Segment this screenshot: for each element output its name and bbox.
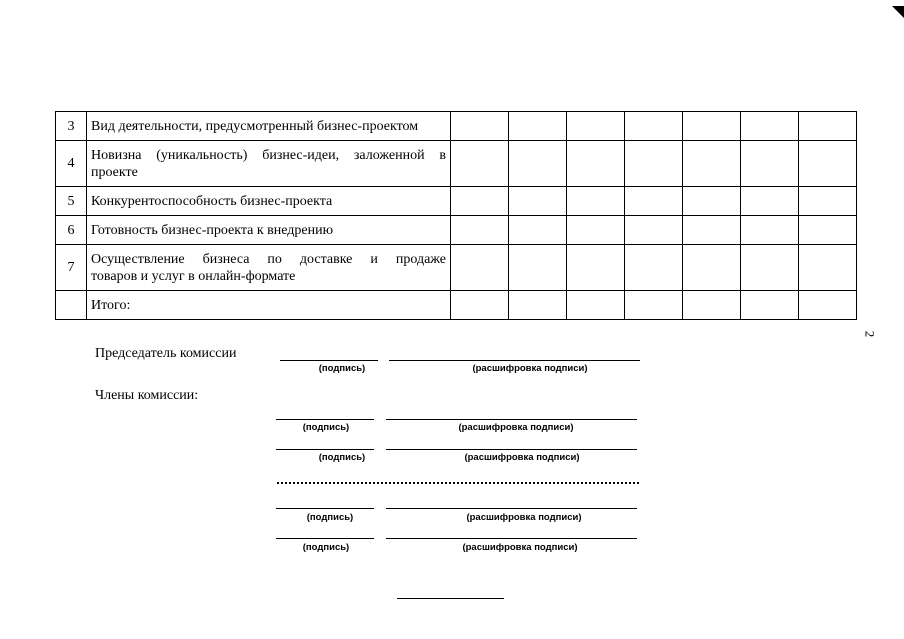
score-cell bbox=[799, 112, 857, 141]
score-cell bbox=[683, 141, 741, 187]
score-cell bbox=[625, 141, 683, 187]
signature-caption: (подпись) bbox=[306, 512, 354, 523]
score-cell bbox=[741, 141, 799, 187]
score-cell bbox=[509, 112, 567, 141]
criterion-cell bbox=[87, 245, 451, 291]
score-cell bbox=[625, 112, 683, 141]
table-row bbox=[56, 216, 857, 245]
score-cell bbox=[509, 187, 567, 216]
row-number: 7 bbox=[56, 245, 87, 291]
criterion-cell: Вид деятельности, предусмотренный бизнес-проектом bbox=[87, 112, 451, 141]
score-cell bbox=[799, 141, 857, 187]
decoding-caption: (расшифровка подписи) bbox=[472, 363, 588, 374]
score-cell bbox=[451, 112, 509, 141]
score-cell bbox=[509, 291, 567, 320]
score-cell bbox=[799, 216, 857, 245]
members-label: Члены комиссии: bbox=[95, 388, 199, 403]
table-row bbox=[56, 141, 857, 187]
signature-line bbox=[276, 508, 374, 509]
score-cell bbox=[625, 187, 683, 216]
score-cell bbox=[741, 291, 799, 320]
criterion-line: Осуществление бизнеса по доставке и продаже bbox=[91, 251, 446, 267]
signature-caption: (подпись) bbox=[318, 452, 366, 463]
decoding-line bbox=[386, 419, 637, 420]
row-number: 5 bbox=[56, 187, 87, 216]
score-cell bbox=[625, 216, 683, 245]
criterion-cell: Готовность бизнес-проекта к внедрению bbox=[87, 216, 451, 245]
decoding-caption: (расшифровка подписи) bbox=[458, 422, 574, 433]
corner-mark bbox=[892, 6, 904, 18]
signature-line bbox=[280, 360, 378, 361]
signature-caption: (подпись) bbox=[318, 363, 366, 374]
score-cell bbox=[509, 141, 567, 187]
score-cell bbox=[625, 245, 683, 291]
score-cell bbox=[567, 245, 625, 291]
decoding-line bbox=[386, 508, 637, 509]
signature-line bbox=[276, 449, 374, 450]
row-number: 4 bbox=[56, 141, 87, 187]
signature-caption: (подпись) bbox=[302, 542, 350, 553]
decoding-caption: (расшифровка подписи) bbox=[464, 452, 580, 463]
chairman-label: Председатель комиссии bbox=[95, 346, 237, 361]
score-cell bbox=[451, 245, 509, 291]
score-cell bbox=[567, 112, 625, 141]
table-row bbox=[56, 245, 857, 291]
decoding-line bbox=[386, 538, 637, 539]
criterion-cell bbox=[87, 141, 451, 187]
score-cell bbox=[799, 245, 857, 291]
row-number: 3 bbox=[56, 112, 87, 141]
score-cell bbox=[741, 216, 799, 245]
score-cell bbox=[683, 245, 741, 291]
evaluation-table bbox=[55, 111, 857, 320]
score-cell bbox=[799, 291, 857, 320]
row-number bbox=[56, 291, 87, 320]
signature-line bbox=[276, 538, 374, 539]
score-cell bbox=[451, 141, 509, 187]
score-cell bbox=[451, 216, 509, 245]
score-cell bbox=[683, 112, 741, 141]
score-cell bbox=[509, 245, 567, 291]
score-cell bbox=[683, 291, 741, 320]
criterion-cell: Конкурентоспособность бизнес-проекта bbox=[87, 187, 451, 216]
page-number: 2 bbox=[862, 330, 878, 338]
score-cell bbox=[509, 216, 567, 245]
row-number: 6 bbox=[56, 216, 87, 245]
decoding-line bbox=[389, 360, 640, 361]
table-row bbox=[56, 112, 857, 141]
total-label: Итого: bbox=[87, 291, 451, 320]
score-cell bbox=[741, 245, 799, 291]
criterion-line: товаров и услуг в онлайн-формате bbox=[91, 268, 296, 284]
footer-line bbox=[397, 598, 504, 599]
score-cell bbox=[683, 187, 741, 216]
score-cell bbox=[567, 141, 625, 187]
table-row bbox=[56, 291, 857, 320]
signature-caption: (подпись) bbox=[302, 422, 350, 433]
score-cell bbox=[683, 216, 741, 245]
score-cell bbox=[799, 187, 857, 216]
criterion-line: Новизна (уникальность) бизнес-идеи, заложенной в bbox=[91, 147, 446, 163]
signature-line bbox=[276, 419, 374, 420]
score-cell bbox=[451, 187, 509, 216]
score-cell bbox=[741, 187, 799, 216]
score-cell bbox=[741, 112, 799, 141]
table-row bbox=[56, 187, 857, 216]
decoding-line bbox=[386, 449, 637, 450]
score-cell bbox=[567, 187, 625, 216]
decoding-caption: (расшифровка подписи) bbox=[466, 512, 582, 523]
score-cell bbox=[625, 291, 683, 320]
score-cell bbox=[567, 216, 625, 245]
criterion-line: проекте bbox=[91, 164, 138, 180]
score-cell bbox=[451, 291, 509, 320]
dotted-separator bbox=[277, 482, 639, 484]
score-cell bbox=[567, 291, 625, 320]
decoding-caption: (расшифровка подписи) bbox=[462, 542, 578, 553]
